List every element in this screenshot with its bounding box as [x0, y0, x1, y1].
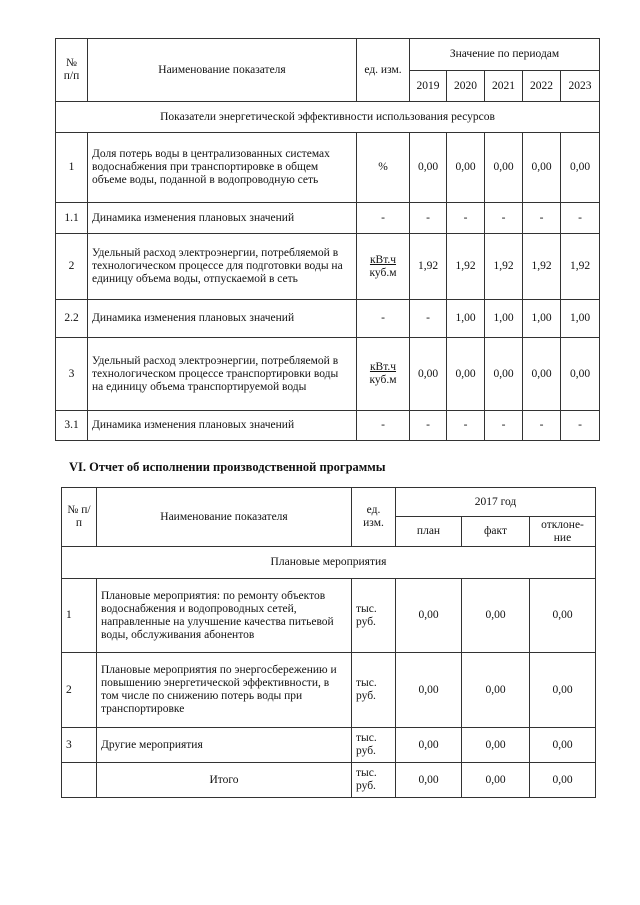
row-value: 1,92	[523, 234, 561, 300]
row-value: -	[561, 411, 600, 441]
unit-top: -	[381, 312, 385, 324]
row-num: 1	[62, 579, 97, 653]
table-row	[56, 300, 600, 338]
row-value: 1,92	[410, 234, 447, 300]
row-name: Итого	[97, 763, 352, 798]
row-value: 1,00	[485, 300, 523, 338]
header-periods: Значение по периодам	[410, 39, 600, 71]
row-value: 0,00	[447, 338, 485, 411]
row-value: 0,00	[530, 728, 596, 763]
row-name: Плановые мероприятия по энергосбережению и повышению энергетической эффективности, в том числе по снижению потерь воды при транспортировке	[97, 653, 352, 728]
unit-top: кВт.ч	[369, 361, 397, 373]
row-value: 1,92	[485, 234, 523, 300]
row-num: 3	[62, 728, 97, 763]
unit-top: -	[381, 419, 385, 431]
row-value: 0,00	[462, 579, 530, 653]
row-value: 0,00	[561, 133, 600, 203]
row-value: 0,00	[447, 133, 485, 203]
row-value: 0,00	[396, 728, 462, 763]
header-year: 2022	[523, 71, 561, 102]
row-name: Динамика изменения плановых значений	[88, 411, 357, 441]
unit-top: кВт.ч	[369, 253, 397, 266]
row-unit	[357, 338, 410, 411]
row-value: 0,00	[462, 653, 530, 728]
row-value: 0,00	[462, 763, 530, 798]
table-row	[56, 338, 600, 411]
header-plan: план	[396, 517, 462, 547]
row-value: -	[485, 411, 523, 441]
unit-top: %	[378, 161, 388, 173]
row-value: 0,00	[396, 579, 462, 653]
production-program-table	[61, 487, 596, 798]
section-row: Плановые мероприятия	[62, 547, 596, 579]
header-unit: ед. изм.	[357, 39, 410, 102]
row-unit	[357, 133, 410, 203]
unit-bottom: куб.м	[369, 374, 397, 386]
header-name: Наименование показателя	[97, 488, 352, 547]
row-unit: тыс. руб.	[352, 763, 396, 798]
table-row	[62, 579, 596, 653]
table-row	[56, 133, 600, 203]
row-value: -	[410, 203, 447, 234]
section-title: VI. Отчет об исполнении производственной программы	[69, 460, 386, 474]
row-value: 0,00	[523, 338, 561, 411]
row-value: 1,00	[523, 300, 561, 338]
row-value: -	[447, 411, 485, 441]
section-row: Показатели энергетической эффективности использования ресурсов	[56, 102, 600, 133]
row-value: 0,00	[561, 338, 600, 411]
header-deviation: отклоне-ние	[530, 517, 596, 547]
header-year: 2019	[410, 71, 447, 102]
row-value: -	[561, 203, 600, 234]
header-num: № п/п	[56, 39, 88, 102]
row-unit	[357, 203, 410, 234]
row-value: 1,92	[561, 234, 600, 300]
row-num: 1.1	[56, 203, 88, 234]
row-value: 0,00	[462, 728, 530, 763]
row-num: 2	[62, 653, 97, 728]
row-name: Плановые мероприятия: по ремонту объектов водоснабжения и водопроводных сетей, направленные на улучшение качества питьевой воды, обслуживания абонентов	[97, 579, 352, 653]
row-value: 0,00	[485, 133, 523, 203]
header-name: Наименование показателя	[88, 39, 357, 102]
row-value: 0,00	[396, 653, 462, 728]
row-value: -	[523, 411, 561, 441]
table-row	[56, 234, 600, 300]
table-row	[62, 728, 596, 763]
row-name: Удельный расход электроэнергии, потребляемой в технологическом процессе транспортировки воды на единицу объема транспортируемой воды	[88, 338, 357, 411]
table-row	[62, 653, 596, 728]
row-num: 3.1	[56, 411, 88, 441]
row-value: 0,00	[410, 338, 447, 411]
row-name: Доля потерь воды в централизованных системах водоснабжения при транспортировке в общем объеме воды, поданной в водопроводную сеть	[88, 133, 357, 203]
header-year: 2017 год	[396, 488, 596, 517]
row-value: 0,00	[410, 133, 447, 203]
row-name: Динамика изменения плановых значений	[88, 203, 357, 234]
row-value: 0,00	[485, 338, 523, 411]
row-name: Удельный расход электроэнергии, потребляемой в технологическом процессе для подготовки воды на единицу объема воды, отпускаемой в сеть	[88, 234, 357, 300]
row-num	[62, 763, 97, 798]
row-unit	[357, 300, 410, 338]
row-value: -	[485, 203, 523, 234]
row-value: -	[447, 203, 485, 234]
row-num: 3	[56, 338, 88, 411]
row-value: 0,00	[523, 133, 561, 203]
header-num: № п/п	[62, 488, 97, 547]
row-value: 0,00	[396, 763, 462, 798]
header-year: 2023	[561, 71, 600, 102]
energy-efficiency-table	[55, 38, 600, 441]
row-num: 1	[56, 133, 88, 203]
row-value: -	[523, 203, 561, 234]
table-row-total	[62, 763, 596, 798]
row-unit	[357, 411, 410, 441]
row-value: 1,92	[447, 234, 485, 300]
header-year: 2021	[485, 71, 523, 102]
row-unit: тыс. руб.	[352, 579, 396, 653]
row-unit: тыс. руб.	[352, 653, 396, 728]
row-value: -	[410, 411, 447, 441]
row-value: 1,00	[561, 300, 600, 338]
table-row	[56, 203, 600, 234]
row-value: 0,00	[530, 579, 596, 653]
row-num: 2.2	[56, 300, 88, 338]
row-value: 1,00	[447, 300, 485, 338]
unit-bottom: куб.м	[369, 266, 397, 279]
header-unit: ед. изм.	[352, 488, 396, 547]
row-value: 0,00	[530, 763, 596, 798]
header-fact: факт	[462, 517, 530, 547]
header-year: 2020	[447, 71, 485, 102]
row-unit: тыс. руб.	[352, 728, 396, 763]
row-unit	[357, 234, 410, 300]
row-name: Другие мероприятия	[97, 728, 352, 763]
row-value: 0,00	[530, 653, 596, 728]
table-row	[56, 411, 600, 441]
row-value: -	[410, 300, 447, 338]
unit-top: -	[381, 211, 385, 224]
row-num: 2	[56, 234, 88, 300]
row-name: Динамика изменения плановых значений	[88, 300, 357, 338]
